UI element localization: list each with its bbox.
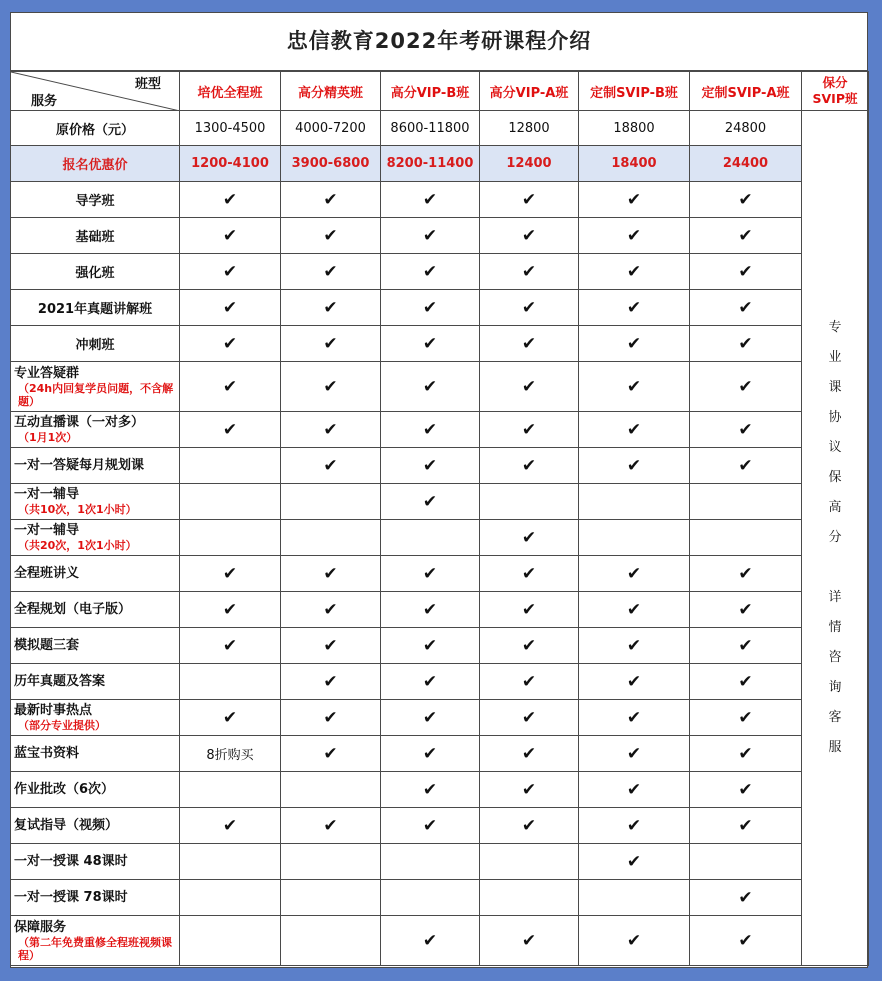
check-icon: ✔: [690, 556, 802, 592]
empty-cell: [381, 844, 480, 880]
check-icon: ✔: [381, 182, 480, 218]
side-note-char: 专: [828, 320, 842, 335]
check-icon: ✔: [480, 916, 579, 966]
price-cell: 1300-4500: [180, 111, 281, 146]
check-icon: ✔: [480, 412, 579, 448]
feature-name: 作业批改（6次）: [14, 781, 115, 797]
page-title: 忠信教育2022年考研课程介绍: [11, 13, 867, 71]
discount-price-row: [11, 146, 869, 182]
feature-label: [11, 290, 180, 326]
check-icon: ✔: [579, 628, 690, 664]
plan-header: 定制SVIP-B班: [579, 72, 690, 111]
feature-name: 基础班: [75, 230, 115, 245]
feature-label: [11, 362, 180, 412]
feature-name: 全程规划（电子版）: [14, 601, 132, 617]
corner-cell: [11, 72, 180, 111]
plan-header: 培优全程班: [180, 72, 281, 111]
feature-label: [11, 412, 180, 448]
price-cell: 24800: [690, 111, 802, 146]
check-icon: ✔: [281, 628, 381, 664]
check-icon: ✔: [690, 880, 802, 916]
feature-row: [11, 412, 869, 448]
feature-label: [11, 880, 180, 916]
check-icon: ✔: [690, 808, 802, 844]
feature-name: 历年真题及答案: [14, 673, 106, 689]
check-icon: ✔: [690, 290, 802, 326]
feature-row: [11, 520, 869, 556]
check-icon: ✔: [281, 556, 381, 592]
feature-row: [11, 700, 869, 736]
check-icon: ✔: [579, 700, 690, 736]
discount-cell: 18400: [579, 146, 690, 182]
check-icon: ✔: [480, 362, 579, 412]
check-icon: ✔: [180, 700, 281, 736]
feature-label: [11, 664, 180, 700]
check-icon: ✔: [579, 772, 690, 808]
check-icon: ✔: [579, 182, 690, 218]
side-note-char: 高: [828, 500, 842, 515]
feature-label: [11, 592, 180, 628]
check-icon: ✔: [480, 628, 579, 664]
feature-note: （24h内回复学员问题，不含解题）: [18, 381, 174, 408]
feature-note: （1月1次）: [18, 431, 78, 444]
row-label: 原价格（元）: [11, 111, 180, 146]
check-icon: ✔: [480, 448, 579, 484]
check-icon: ✔: [480, 700, 579, 736]
check-icon: ✔: [381, 628, 480, 664]
empty-cell: [579, 880, 690, 916]
empty-cell: [180, 520, 281, 556]
check-icon: ✔: [690, 182, 802, 218]
check-icon: ✔: [690, 448, 802, 484]
check-icon: ✔: [381, 412, 480, 448]
feature-row: [11, 844, 869, 880]
check-icon: ✔: [690, 916, 802, 966]
check-icon: ✔: [281, 808, 381, 844]
check-icon: ✔: [180, 556, 281, 592]
check-icon: ✔: [480, 218, 579, 254]
feature-note: （共10次，1次1小时）: [18, 503, 137, 516]
check-icon: ✔: [180, 808, 281, 844]
check-icon: ✔: [690, 326, 802, 362]
empty-cell: [281, 484, 381, 520]
check-icon: ✔: [381, 556, 480, 592]
side-note-char: 详: [828, 590, 842, 605]
feature-name: 2021年真题讲解班: [37, 302, 153, 317]
empty-cell: [579, 484, 690, 520]
feature-label: [11, 844, 180, 880]
feature-row: [11, 448, 869, 484]
empty-cell: [381, 520, 480, 556]
check-icon: ✔: [480, 736, 579, 772]
feature-name: 专业答疑群: [14, 365, 80, 381]
check-icon: ✔: [381, 772, 480, 808]
check-icon: ✔: [180, 182, 281, 218]
check-icon: ✔: [690, 664, 802, 700]
check-icon: ✔: [480, 808, 579, 844]
feature-row: [11, 290, 869, 326]
empty-cell: [690, 520, 802, 556]
feature-row: [11, 556, 869, 592]
side-note-char: 课: [828, 380, 842, 395]
check-icon: ✔: [381, 736, 480, 772]
plan-header: 高分VIP-B班: [381, 72, 480, 111]
feature-label: [11, 326, 180, 362]
side-note-char: 客: [828, 710, 842, 725]
row-label: 报名优惠价: [11, 146, 180, 182]
feature-row: [11, 254, 869, 290]
plan-header: 定制SVIP-A班: [690, 72, 802, 111]
empty-cell: [180, 484, 281, 520]
check-icon: ✔: [690, 592, 802, 628]
side-note-char: 业: [828, 350, 842, 365]
feature-name: 强化班: [75, 266, 115, 281]
feature-label: [11, 700, 180, 736]
check-icon: ✔: [579, 254, 690, 290]
check-icon: ✔: [480, 664, 579, 700]
feature-row: [11, 484, 869, 520]
check-icon: ✔: [480, 592, 579, 628]
feature-row: [11, 664, 869, 700]
feature-row: [11, 772, 869, 808]
empty-cell: [281, 880, 381, 916]
side-note-char: 询: [828, 680, 842, 695]
discount-cell: 8200-11400: [381, 146, 480, 182]
discount-cell: 1200-4100: [180, 146, 281, 182]
feature-row: [11, 592, 869, 628]
check-icon: ✔: [281, 736, 381, 772]
side-note-char: 保: [828, 470, 842, 485]
feature-label: [11, 556, 180, 592]
check-icon: ✔: [381, 916, 480, 966]
corner-bottom-label: 服务: [31, 94, 58, 109]
feature-name: 全程班讲义: [14, 565, 80, 581]
check-icon: ✔: [480, 182, 579, 218]
check-icon: ✔: [690, 772, 802, 808]
empty-cell: [281, 916, 381, 966]
side-note-char: 协: [828, 410, 842, 425]
feature-row: [11, 628, 869, 664]
check-icon: ✔: [381, 664, 480, 700]
feature-label: [11, 520, 180, 556]
feature-label: [11, 628, 180, 664]
check-icon: ✔: [281, 218, 381, 254]
check-icon: ✔: [180, 362, 281, 412]
check-icon: ✔: [579, 844, 690, 880]
feature-label: [11, 448, 180, 484]
empty-cell: [180, 880, 281, 916]
empty-cell: [690, 484, 802, 520]
discount-cell: 24400: [690, 146, 802, 182]
check-icon: ✔: [281, 700, 381, 736]
feature-name: 模拟题三套: [14, 637, 80, 653]
empty-cell: [480, 844, 579, 880]
feature-row: [11, 880, 869, 916]
empty-cell: [480, 880, 579, 916]
plan-header: 高分VIP-A班: [480, 72, 579, 111]
empty-cell: [281, 772, 381, 808]
check-icon: ✔: [381, 326, 480, 362]
check-icon: ✔: [480, 556, 579, 592]
empty-cell: [579, 520, 690, 556]
feature-name: 一对一授课 78课时: [14, 889, 128, 905]
side-note-gap: [802, 553, 868, 583]
feature-name: 一对一辅导: [14, 487, 80, 502]
check-icon: ✔: [180, 592, 281, 628]
check-icon: ✔: [281, 254, 381, 290]
check-icon: ✔: [381, 448, 480, 484]
check-icon: ✔: [690, 700, 802, 736]
check-icon: ✔: [381, 362, 480, 412]
feature-label: [11, 254, 180, 290]
side-note: [802, 111, 869, 966]
pricing-sheet: [10, 12, 868, 968]
feature-value: 8折购买: [180, 736, 281, 772]
check-icon: ✔: [381, 592, 480, 628]
check-icon: ✔: [381, 218, 480, 254]
feature-name: 一对一答疑每月规划课: [14, 457, 145, 473]
side-note-char: 议: [828, 440, 842, 455]
check-icon: ✔: [180, 412, 281, 448]
feature-note: （第二年免费重修全程班视频课程）: [18, 935, 172, 962]
check-icon: ✔: [690, 362, 802, 412]
check-icon: ✔: [480, 326, 579, 362]
check-icon: ✔: [281, 412, 381, 448]
empty-cell: [480, 484, 579, 520]
check-icon: ✔: [690, 736, 802, 772]
empty-cell: [180, 772, 281, 808]
check-icon: ✔: [281, 290, 381, 326]
check-icon: ✔: [579, 412, 690, 448]
header-row: [11, 72, 869, 111]
feature-row: [11, 326, 869, 362]
empty-cell: [381, 880, 480, 916]
feature-row: [11, 362, 869, 412]
check-icon: ✔: [281, 448, 381, 484]
feature-row: [11, 808, 869, 844]
check-icon: ✔: [690, 218, 802, 254]
check-icon: ✔: [579, 916, 690, 966]
feature-row: [11, 916, 869, 966]
check-icon: ✔: [381, 254, 480, 290]
check-icon: ✔: [281, 592, 381, 628]
check-icon: ✔: [180, 290, 281, 326]
check-icon: ✔: [480, 520, 579, 556]
feature-label: [11, 218, 180, 254]
plan-header-line: 保分: [822, 75, 848, 90]
feature-name: 互动直播课（一对多）: [14, 415, 145, 430]
feature-row: [11, 736, 869, 772]
price-cell: 8600-11800: [381, 111, 480, 146]
check-icon: ✔: [480, 254, 579, 290]
price-cell: 4000-7200: [281, 111, 381, 146]
empty-cell: [180, 664, 281, 700]
feature-name: 导学班: [75, 194, 115, 209]
check-icon: ✔: [690, 412, 802, 448]
check-icon: ✔: [480, 290, 579, 326]
check-icon: ✔: [579, 362, 690, 412]
check-icon: ✔: [690, 628, 802, 664]
check-icon: ✔: [180, 628, 281, 664]
check-icon: ✔: [180, 218, 281, 254]
corner-top-label: 班型: [134, 77, 161, 92]
feature-label: [11, 484, 180, 520]
empty-cell: [180, 916, 281, 966]
plan-header: 高分精英班: [281, 72, 381, 111]
discount-cell: 3900-6800: [281, 146, 381, 182]
side-note-char: 分: [828, 530, 842, 545]
check-icon: ✔: [281, 326, 381, 362]
price-cell: 18800: [579, 111, 690, 146]
feature-row: [11, 218, 869, 254]
price-cell: 12800: [480, 111, 579, 146]
check-icon: ✔: [180, 326, 281, 362]
feature-name: 一对一辅导: [14, 523, 80, 538]
check-icon: ✔: [579, 664, 690, 700]
feature-label: [11, 916, 180, 966]
empty-cell: [690, 844, 802, 880]
plan-header-line: SVIP班: [812, 91, 858, 106]
check-icon: ✔: [281, 182, 381, 218]
check-icon: ✔: [579, 448, 690, 484]
check-icon: ✔: [579, 556, 690, 592]
feature-label: [11, 736, 180, 772]
empty-cell: [281, 520, 381, 556]
empty-cell: [180, 448, 281, 484]
side-note-char: 服: [828, 740, 842, 755]
feature-row: [11, 182, 869, 218]
check-icon: ✔: [690, 254, 802, 290]
feature-name: 冲刺班: [75, 338, 115, 353]
side-note-char: 咨: [828, 650, 842, 665]
check-icon: ✔: [180, 254, 281, 290]
empty-cell: [180, 844, 281, 880]
check-icon: ✔: [281, 362, 381, 412]
check-icon: ✔: [579, 592, 690, 628]
discount-cell: 12400: [480, 146, 579, 182]
feature-name: 复试指导（视频）: [14, 817, 119, 833]
check-icon: ✔: [579, 290, 690, 326]
feature-note: （共20次，1次1小时）: [18, 539, 137, 552]
plan-header-guarantee: [802, 72, 869, 111]
check-icon: ✔: [281, 664, 381, 700]
feature-note: （部分专业提供）: [18, 719, 106, 732]
feature-label: [11, 772, 180, 808]
check-icon: ✔: [381, 484, 480, 520]
check-icon: ✔: [579, 736, 690, 772]
empty-cell: [281, 844, 381, 880]
feature-label: [11, 808, 180, 844]
feature-name: 保障服务: [14, 919, 67, 935]
feature-label: [11, 182, 180, 218]
check-icon: ✔: [381, 290, 480, 326]
original-price-row: [11, 111, 869, 146]
check-icon: ✔: [381, 808, 480, 844]
check-icon: ✔: [579, 808, 690, 844]
check-icon: ✔: [480, 772, 579, 808]
check-icon: ✔: [579, 326, 690, 362]
feature-name: 最新时事热点: [14, 703, 93, 718]
feature-name: 一对一授课 48课时: [14, 853, 128, 869]
course-table: [10, 71, 869, 966]
check-icon: ✔: [381, 700, 480, 736]
side-note-char: 情: [828, 620, 842, 635]
feature-name: 蓝宝书资料: [14, 745, 80, 761]
check-icon: ✔: [579, 218, 690, 254]
